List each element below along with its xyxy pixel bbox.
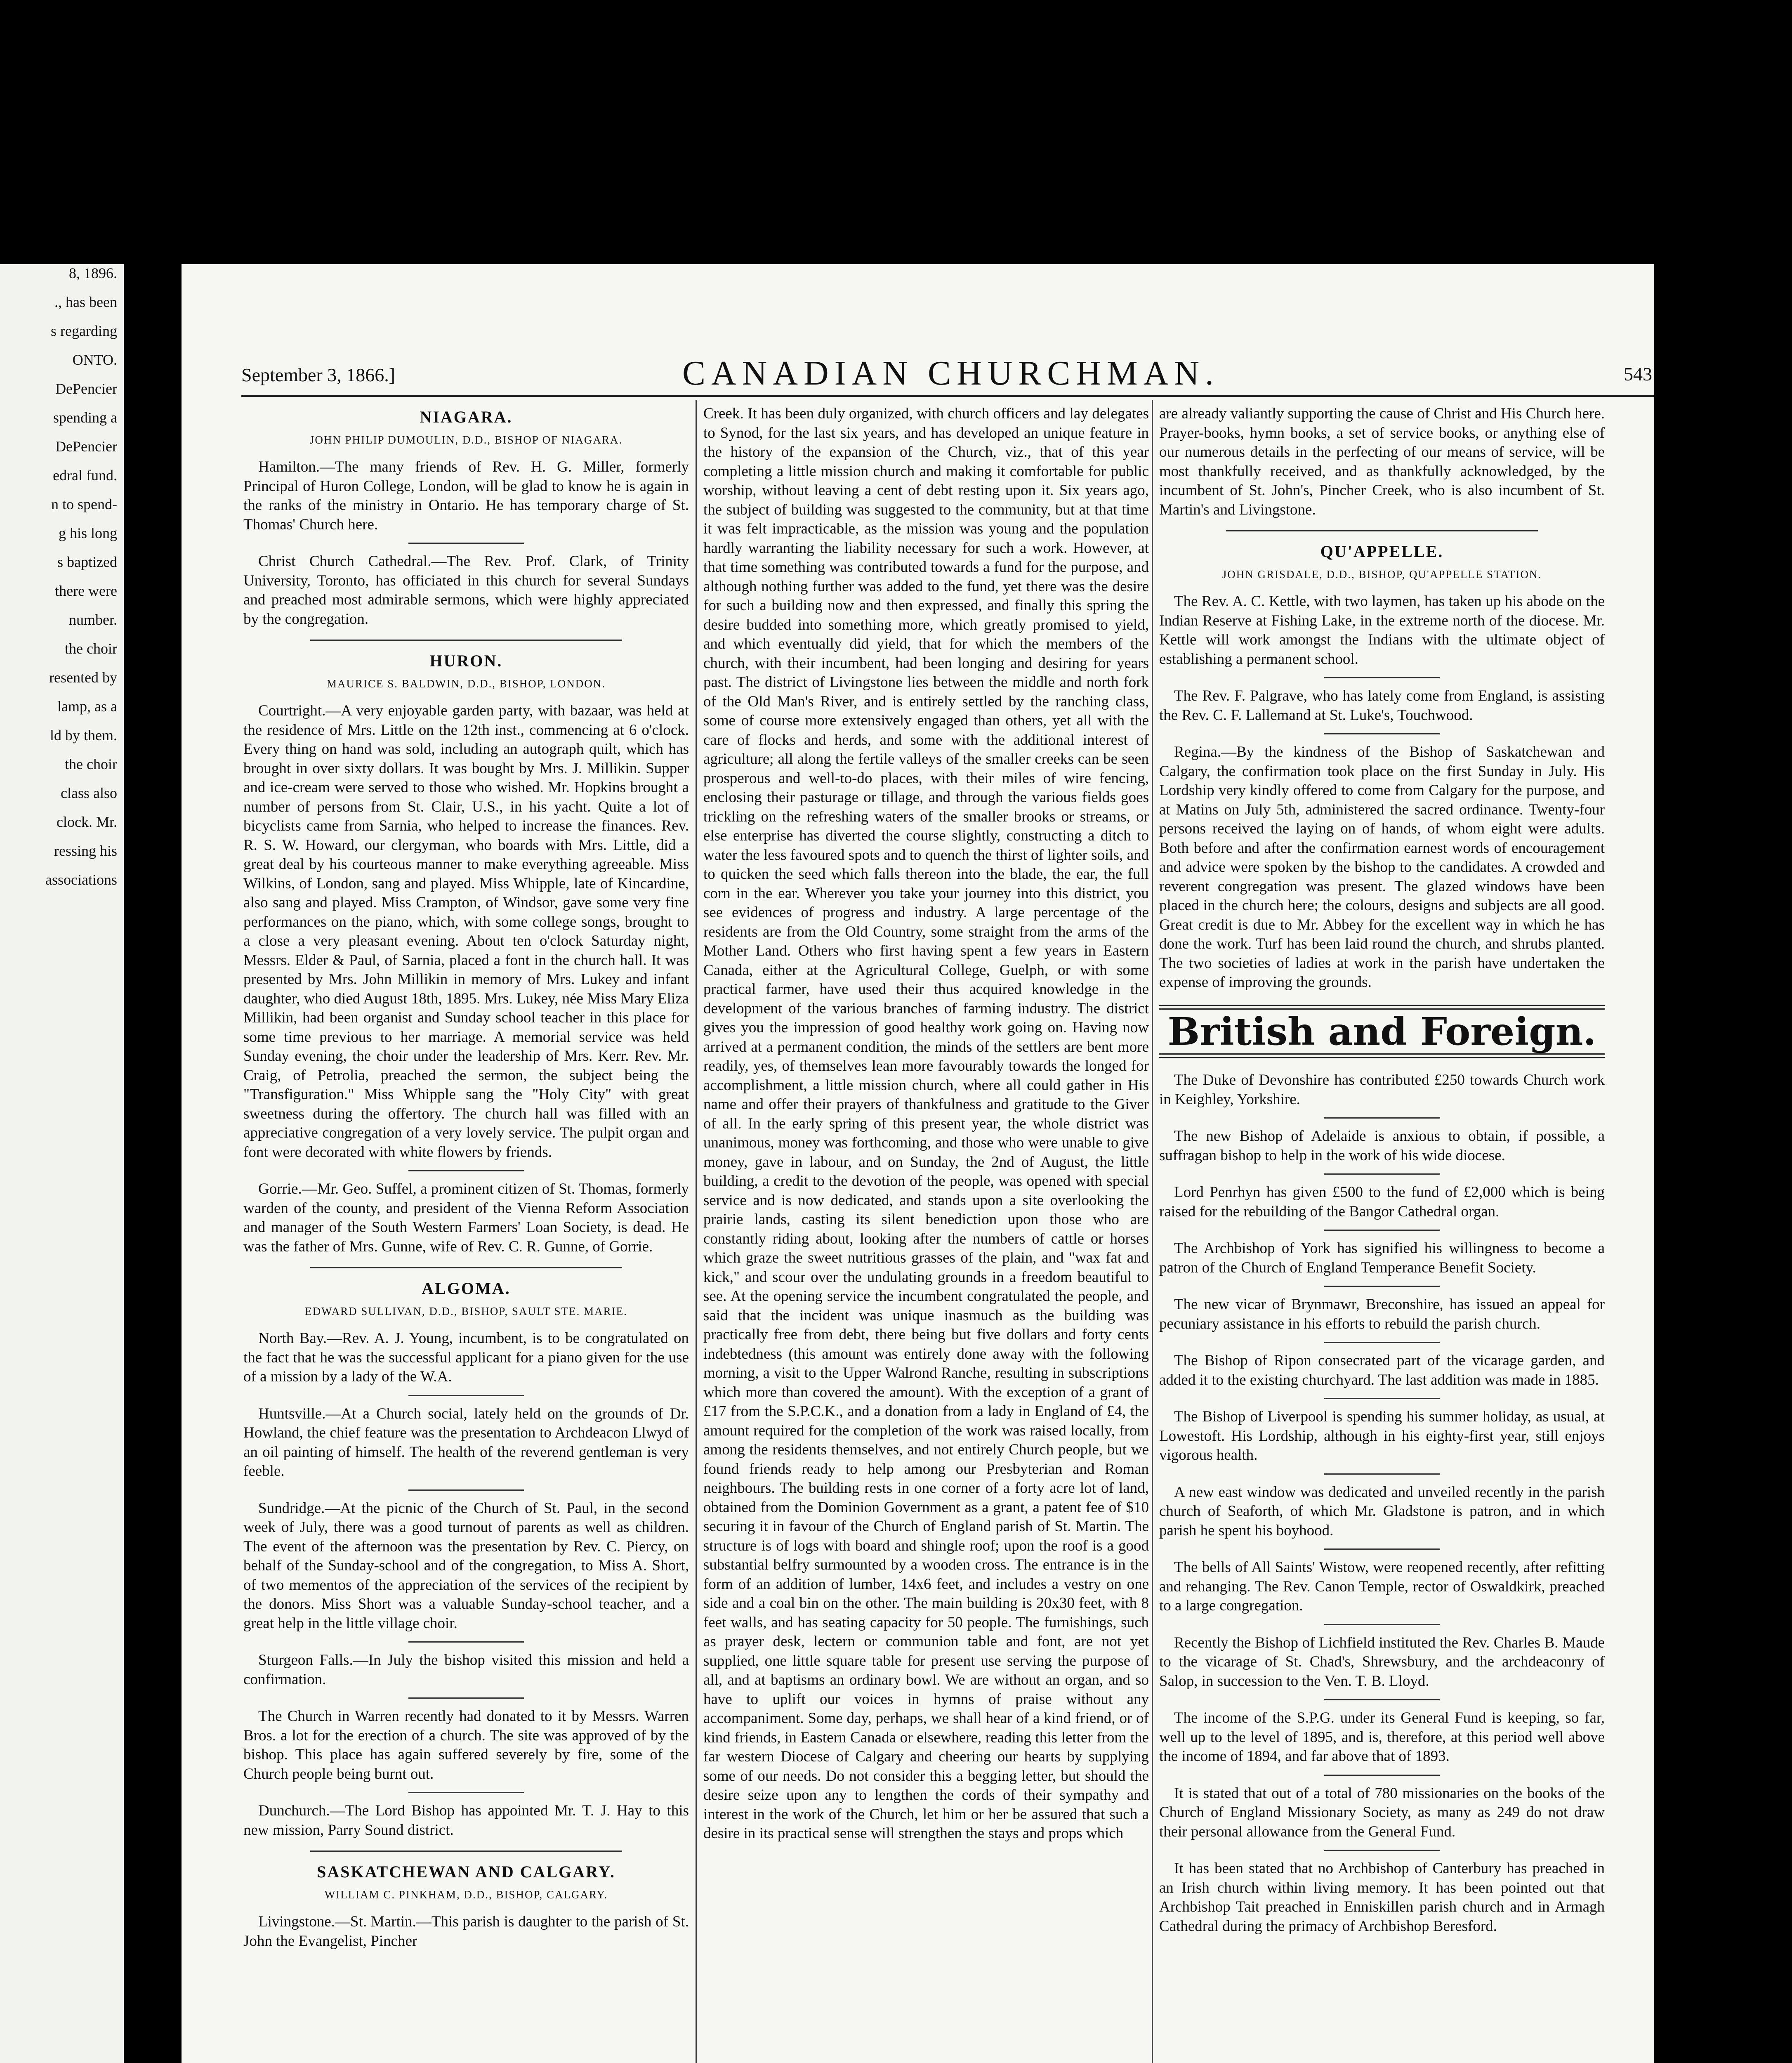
- section-heading-niagara: NIAGARA.: [420, 408, 513, 426]
- column-2: [703, 404, 1149, 2063]
- divider: [1324, 677, 1440, 678]
- divider: [408, 1170, 524, 1171]
- book-gutter: [124, 264, 182, 2063]
- section-heading-british-foreign: British and Foreign.: [1167, 1009, 1596, 1054]
- divider: [408, 1792, 524, 1793]
- news-item: It has been stated that no Archbishop of Canterbury has preached in an Irish church within living memory. It has been pointed out that Archbishop Tait preached in Enniskillen parish church and in Armagh Cathedral during the primacy of Archbishop Beresford.: [1159, 1860, 1605, 1935]
- news-item: The income of the S.P.G. under its General Fund is keeping, so far, well up to the level of 1895, and is, therefore, at this period well above the income of 1894, and far above that of 1893.: [1159, 1709, 1605, 1765]
- left-page-line: ONTO.: [72, 352, 117, 368]
- column-3: [1159, 404, 1605, 2063]
- section-heading-algoma: ALGOMA.: [422, 1279, 511, 1298]
- news-item: It is stated that out of a total of 780 missionaries on the books of the Church of England Missionary Society, as many as 249 do not draw their personal allowance from the General Fund.: [1159, 1784, 1605, 1840]
- section-heading-saskatchewan: SASKATCHEWAN AND CALGARY.: [317, 1862, 615, 1881]
- bishop-line: MAURICE S. BALDWIN, D.D., BISHOP, LONDON.: [326, 677, 606, 690]
- section-heading-quappelle: QU'APPELLE.: [1320, 542, 1444, 561]
- divider: [1324, 1699, 1440, 1700]
- article-paragraph: The Rev. F. Palgrave, who has lately come from England, is assisting the Rev. C. F. Lallemand at St. Luke's, Touchwood.: [1159, 687, 1605, 724]
- news-item: The new vicar of Brynmawr, Breconshire, has issued an appeal for pecuniary assistance in his efforts to rebuild the parish church.: [1159, 1296, 1605, 1332]
- left-facing-page: [0, 264, 124, 2063]
- article-paragraph: are already valiantly supporting the cause of Christ and His Church here. Prayer-books, hymn books, a set of service books, or anything else of our numerous details in the perfecting of our means of service, will be most thankfully received, and as thankfully acknowledged, by the incumbent of St. John's, Pincher Creek, who is also incumbent of St. Martin's and Livingstone.: [1159, 405, 1605, 518]
- left-page-line: ., has been: [54, 294, 117, 310]
- column-rule: [1152, 400, 1153, 2063]
- divider: [408, 1697, 524, 1699]
- left-page-line: class also: [61, 785, 117, 801]
- news-item: The Bishop of Ripon consecrated part of the vicarage garden, and added it to the existing churchyard. The last addition was made in 1885.: [1159, 1352, 1605, 1388]
- left-page-line: g his long: [58, 525, 117, 541]
- divider: [1324, 1117, 1440, 1119]
- divider: [408, 1395, 524, 1396]
- article-paragraph: Courtright.—A very enjoyable garden party, with bazaar, was held at the residence of Mrs. Little on the 12th inst., commencing at 6 o'clock. Every thing on hand was sold, including an autograph quilt, which has brought in over sixty dollars. It was bought by Mrs. J. Millikin. Supper and ice-cream were served to those who wished. Mr. Hopkins brought a number of persons from St. Clair, U.S., in his yacht. Quite a lot of bicyclists came from Sarnia, who helped to increase the finances. Rev. R. S. W. Howard, our clergyman, who boards with Mrs. Little, did a great deal by his courteous manner to make everything agreeable. Miss Wilkins, of London, sang and played. Miss Whipple, late of Kincardine, also sang and played. Miss Crampton, of Windsor, gave some very fine performances on the piano, which, with some college songs, brought to a close a very pleasant evening. About ten o'clock Saturday night, Messrs. Elder & Paul, of Sarnia, placed a font in the church hall. It was presented by Mrs. John Millikin in memory of Mrs. Lukey and infant daughter, who died August 18th, 1895. Mrs. Lukey, née Miss Mary Eliza Millikin, had been organist and Sunday school teacher in this place for some time previous to her marriage. A memorial service was held Sunday evening, the choir under the leadership of Mrs. Kerr. Rev. Mr. Craig, of Petrolia, preached the sermon, the subject being the "Transfiguration." Miss Whipple sang the "Holy City" with great sweetness during the offertory. The church hall was filled with an appreciative congregation of a very lovely service. The pulpit organ and font were decorated with white flowers by friends.: [243, 702, 689, 1161]
- left-page-line: the choir: [65, 640, 117, 657]
- divider: [408, 1489, 524, 1491]
- divider: [1324, 733, 1440, 734]
- left-page-line: associations: [45, 871, 117, 888]
- news-item: The Archbishop of York has signified his willingness to become a patron of the Church of England Temperance Benefit Society.: [1159, 1240, 1605, 1276]
- article-paragraph: Sundridge.—At the picnic of the Church of St. Paul, in the second week of July, there was a good turnout of parents as well as children. The event of the afternoon was the presentation by Rev. C. Piercy, on behalf of the Sunday-school and of the congregation, to Miss A. Short, of two mementos of the appreciation of the services of the recipient by the donors. Miss Short was a valuable Sunday-school teacher, and a great help in the little village choir.: [243, 1499, 689, 1632]
- page-header: [241, 351, 1654, 396]
- left-page-line: DePencier: [55, 380, 117, 397]
- left-page-line: edral fund.: [53, 467, 117, 484]
- divider: [1324, 1398, 1440, 1399]
- scan-border: [1654, 0, 1792, 2063]
- news-item: The bells of All Saints' Wistow, were reopened recently, after refitting and rehanging. The Rev. Canon Temple, rector of Oswaldkirk, preached to a large congregation.: [1159, 1559, 1605, 1614]
- column-1: [243, 404, 689, 2063]
- article-paragraph: Gorrie.—Mr. Geo. Suffel, a prominent citizen of St. Thomas, formerly warden of the county, and president of the Vienna Reform Association and manager of the South Western Farmers' Loan Society, is dead. He was the father of Mrs. Gunne, wife of Rev. C. R. Gunne, of Gorrie.: [243, 1180, 689, 1255]
- divider: [408, 543, 524, 544]
- article-paragraph: The Rev. A. C. Kettle, with two laymen, has taken up his abode on the Indian Reserve at Fishing Lake, in the extreme north of the diocese. Mr. Kettle will work amongst the Indians with the ultimate object of establishing a permanent school.: [1159, 593, 1605, 668]
- divider: [1324, 1230, 1440, 1231]
- divider: [1324, 1342, 1440, 1343]
- section-rule: [1226, 530, 1538, 531]
- article-paragraph: Dunchurch.—The Lord Bishop has appointed Mr. T. J. Hay to this new mission, Parry Sound district.: [243, 1802, 689, 1839]
- bishop-line: WILLIAM C. PINKHAM, D.D., BISHOP, CALGARY.: [324, 1888, 608, 1901]
- divider: [408, 1641, 524, 1643]
- news-items-list: [1159, 1071, 1605, 1936]
- double-rule: [1159, 1053, 1605, 1058]
- news-item: The Bishop of Liverpool is spending his summer holiday, as usual, at Lowestoft. His Lordship, although in his eighty-first year, still enjoys vigorous health.: [1159, 1408, 1605, 1463]
- news-item: The Duke of Devonshire has contributed £250 towards Church work in Keighley, Yorkshire.: [1159, 1072, 1605, 1108]
- column-rule: [696, 400, 697, 2063]
- divider: [1324, 1473, 1440, 1475]
- article-paragraph: Christ Church Cathedral.—The Rev. Prof. Clark, of Trinity University, Toronto, has officiated in this church for several Sundays and preached most admirable sermons, which were highly appreciated by the congregation.: [243, 553, 689, 628]
- issue-date: September 3, 1866.]: [241, 364, 396, 385]
- divider: [1324, 1173, 1440, 1175]
- section-heading-huron: HURON.: [429, 651, 503, 670]
- news-item: The new Bishop of Adelaide is anxious to obtain, if possible, a suffragan bishop to help in the work of his wide diocese.: [1159, 1128, 1605, 1164]
- divider: [1324, 1548, 1440, 1550]
- left-page-line: ressing his: [54, 843, 117, 859]
- left-page-line: n to spend-: [51, 496, 117, 512]
- news-item: Lord Penrhyn has given £500 to the fund of £2,000 which is being raised for the rebuilding of the Bangor Cathedral organ.: [1159, 1184, 1605, 1220]
- left-page-line: clock. Mr.: [57, 814, 117, 830]
- divider: [1324, 1850, 1440, 1851]
- left-page-line: DePencier: [55, 438, 117, 455]
- left-page-text: [6, 264, 117, 899]
- masthead-title: CANADIAN CHURCHMAN.: [682, 354, 1220, 392]
- divider: [1324, 1775, 1440, 1776]
- left-page-line: s regarding: [51, 323, 117, 339]
- news-item: A new east window was dedicated and unveiled recently in the parish church of Seaforth, of which Mr. Gladstone is patron, and in which parish he spent his boyhood.: [1159, 1483, 1605, 1539]
- bishop-line: JOHN PHILIP DUMOULIN, D.D., BISHOP OF NIAGARA.: [309, 433, 623, 446]
- bishop-line: JOHN GRISDALE, D.D., BISHOP, QU'APPELLE STATION.: [1222, 568, 1542, 581]
- article-paragraph: Regina.—By the kindness of the Bishop of Saskatchewan and Calgary, the confirmation took place on the first Sunday in July. His Lordship very kindly offered to come from Calgary for the purpose, and at Matins on July 5th, administered the sacred ordinance. Twenty-four persons received the laying on of hands, of whom eight were adults. Both before and after the confirmation earnest words of encouragement and advice were spoken by the bishop to the candidates. A crowded and reverent congregation was present. The glazed windows have been placed in the church here; the colours, designs and subjects are all good. Great credit is due to Mr. Abbey for the excellent way in which he has done the work. Turf has been laid round the church, and shrubs planted. The two societies of ladies at work in the parish have undertaken the expense of improving the grounds.: [1159, 744, 1605, 991]
- section-rule: [310, 1851, 622, 1852]
- double-rule: [1159, 1005, 1605, 1010]
- section-rule: [310, 640, 622, 641]
- header-rule: [241, 395, 1654, 397]
- newspaper-page: [182, 264, 1654, 2063]
- left-page-line: the choir: [65, 756, 117, 772]
- article-paragraph: Creek. It has been duly organized, with church officers and lay delegates to Synod, for the last six years, and has developed an unique feature in the history of the expansion of the Church, viz., that of this year completing a little mission church and making it comfortable for public worship, without leaving a cent of debt resting upon it. Six years ago, the subject of building was suggested to the community, but at that time it was felt impracticable, as the mission was young and the population hardly warranting the liability necessary for such a work. However, at that time something was contributed towards a fund for the purpose, and although nothing further was added to the fund, yet there was the desire for such a building now and then expressed, and finally this spring the desire budded into something more, which greatly promised to yield, and which eventually did yield, that for which the members of the church, with their incumbent, had been longing and desiring for years past. The district of Livingstone lies between the middle and north fork of the Old Man's River, and is entirely settled by the ranching class, some of course more extensively engaged than others, yet all with the care of flocks and herds, and some with the additional interest of agriculture; all along the fertile valleys of the smaller creeks can be seen prosperous and well-to-do places, with their miles of wire fencing, enclosing their pasturage or tillage, and through the various fields goes trickling on the refreshing waters of the smaller brooks or streams, or else enterprise has diverted the course slightly, constructing a ditch to water the less favoured spots and to quench the thirst of lighter soils, and to quicken the seed which falls thereon into the blade, the ear, the full corn in the ear. Wherever you take your journey into this district, you see evidences of progress and industry. A large percentage of the residents are from the Old Country, some straight from the arms of the Mother Land. Others who first having spent a few years in Eastern Canada, either at the Agricultural College, Guelph, or with some practical farmer, have used their thus acquired knowledge in the development of the various branches of farming industry. The district gives you the impression of good healthy work going on. Having now arrived at a permanent condition, the minds of the settlers are bent more readily, yes, of themselves lean more favourably towards the longed for accomplishment, a little mission church, where all could gather in His name and offer their prayers of thankfulness and gratitude to the Giver of all. In the early spring of this present year, the whole district was unanimous, money was forthcoming, and those who were unable to give money, gave in labour, and on Sunday, the 2nd of August, the little building, a credit to the devotion of the people, was opened with special service and is now dedicated, and stands upon a site overlooking the prairie lands, casting its silent benediction upon those who are constantly riding about, looking after the numbers of cattle or horses which graze the sweet nutritious grasses of the plain, and "wax fat and kick," and scour over the undulating grounds in a freedom beautiful to see. At the opening service the incumbent congratulated the people, and said that the incident was unique inasmuch as the building was practically free from debt, there being but five dollars and forty cents indebtedness (this amount was entirely done away with the following morning, a visit to the Upper Walrond Ranche, resulting in subscriptions which more than covered the amount). With the exception of a grant of £17 from the S.P.C.K., and a donation from a lady in England of £4, the amount required for the completion of the work was raised locally, from among the residents themselves, and not entirely Church people, but we found friends ready to help among our Presbyterian and Roman neighbours. The building rests in one corner of a forty acre lot of land, obtained from the Dominion Government as a grant, a patent fee of $10 securing it in favour of the Church of England parish of St. Martin. The structure is of logs with board and shingle roof; upon the roof is a good substantial belfry surmounted by a wooden cross. The entrance is in the form of an addition of lumber, 14x6 feet, and includes a vestry on one side and a coal bin on the other. The main building is 20x30 feet, with 8 feet walls, and has seating capacity for 50 people. The furnishings, such as prayer desk, lectern or communion table and font, are not yet supplied, one little square table for present use serving the purpose of all, and at baptisms an ordinary bowl. We are without an organ, and so have to uplift our voices in hymns of praise without any accompaniment. Some day, perhaps, we shall hear of a kind friend, or of kind friends, in Eastern Canada or elsewhere, reading this letter from the far western Diocese of Calgary and cheering our hearts by supplying some of our needs. Do not consider this a begging letter, but should the desire seize upon any to lengthen the cords of their sympathy and interest in the work of the Church, let him or her be assured that such a desire in its practical sense will strengthen the stays and props which: [703, 405, 1149, 1842]
- left-page-line: lamp, as a: [57, 698, 117, 715]
- article-paragraph: North Bay.—Rev. A. J. Young, incumbent, is to be congratulated on the fact that he was the successful applicant for a piano given for the use of a mission by a lady of the W.A.: [243, 1330, 689, 1385]
- left-page-line: ld by them.: [50, 727, 117, 744]
- section-rule: [310, 1267, 622, 1268]
- article-paragraph: Hamilton.—The many friends of Rev. H. G. Miller, formerly Principal of Huron College, London, will be glad to know he is again in the ranks of the ministry in Ontario. He has temporary charge of St. Thomas' Church here.: [243, 458, 689, 533]
- left-page-line: s baptized: [57, 554, 117, 570]
- article-paragraph: The Church in Warren recently had donated to it by Messrs. Warren Bros. a lot for the erection of a church. The site was approved of by the bishop. This place has again suffered severely by fire, some of the Church people being burnt out.: [243, 1708, 689, 1782]
- divider: [1324, 1286, 1440, 1287]
- left-page-line: resented by: [49, 669, 117, 686]
- bishop-line: EDWARD SULLIVAN, D.D., BISHOP, SAULT STE. MARIE.: [305, 1305, 627, 1317]
- left-page-line: spending a: [53, 409, 117, 426]
- article-paragraph: Huntsville.—At a Church social, lately held on the grounds of Dr. Howland, the chief feature was the presentation to Archdeacon Llwyd of an oil painting of himself. The health of the reverend gentleman is very feeble.: [243, 1405, 689, 1480]
- page-number: 543: [1624, 364, 1652, 385]
- article-paragraph: Livingstone.—St. Martin.—This parish is daughter to the parish of St. John the Evangelist, Pincher: [243, 1913, 689, 1950]
- article-paragraph: Sturgeon Falls.—In July the bishop visited this mission and held a confirmation.: [243, 1652, 689, 1688]
- left-page-line: 8, 1896.: [69, 265, 117, 281]
- left-page-line: number.: [69, 611, 117, 628]
- left-page-line: there were: [55, 583, 117, 599]
- divider: [1324, 1624, 1440, 1625]
- news-item: Recently the Bishop of Lichfield instituted the Rev. Charles B. Maude to the vicarage of St. Chad's, Shrewsbury, and the archdeaconry of Salop, in succession to the Ven. T. B. Lloyd.: [1159, 1634, 1605, 1690]
